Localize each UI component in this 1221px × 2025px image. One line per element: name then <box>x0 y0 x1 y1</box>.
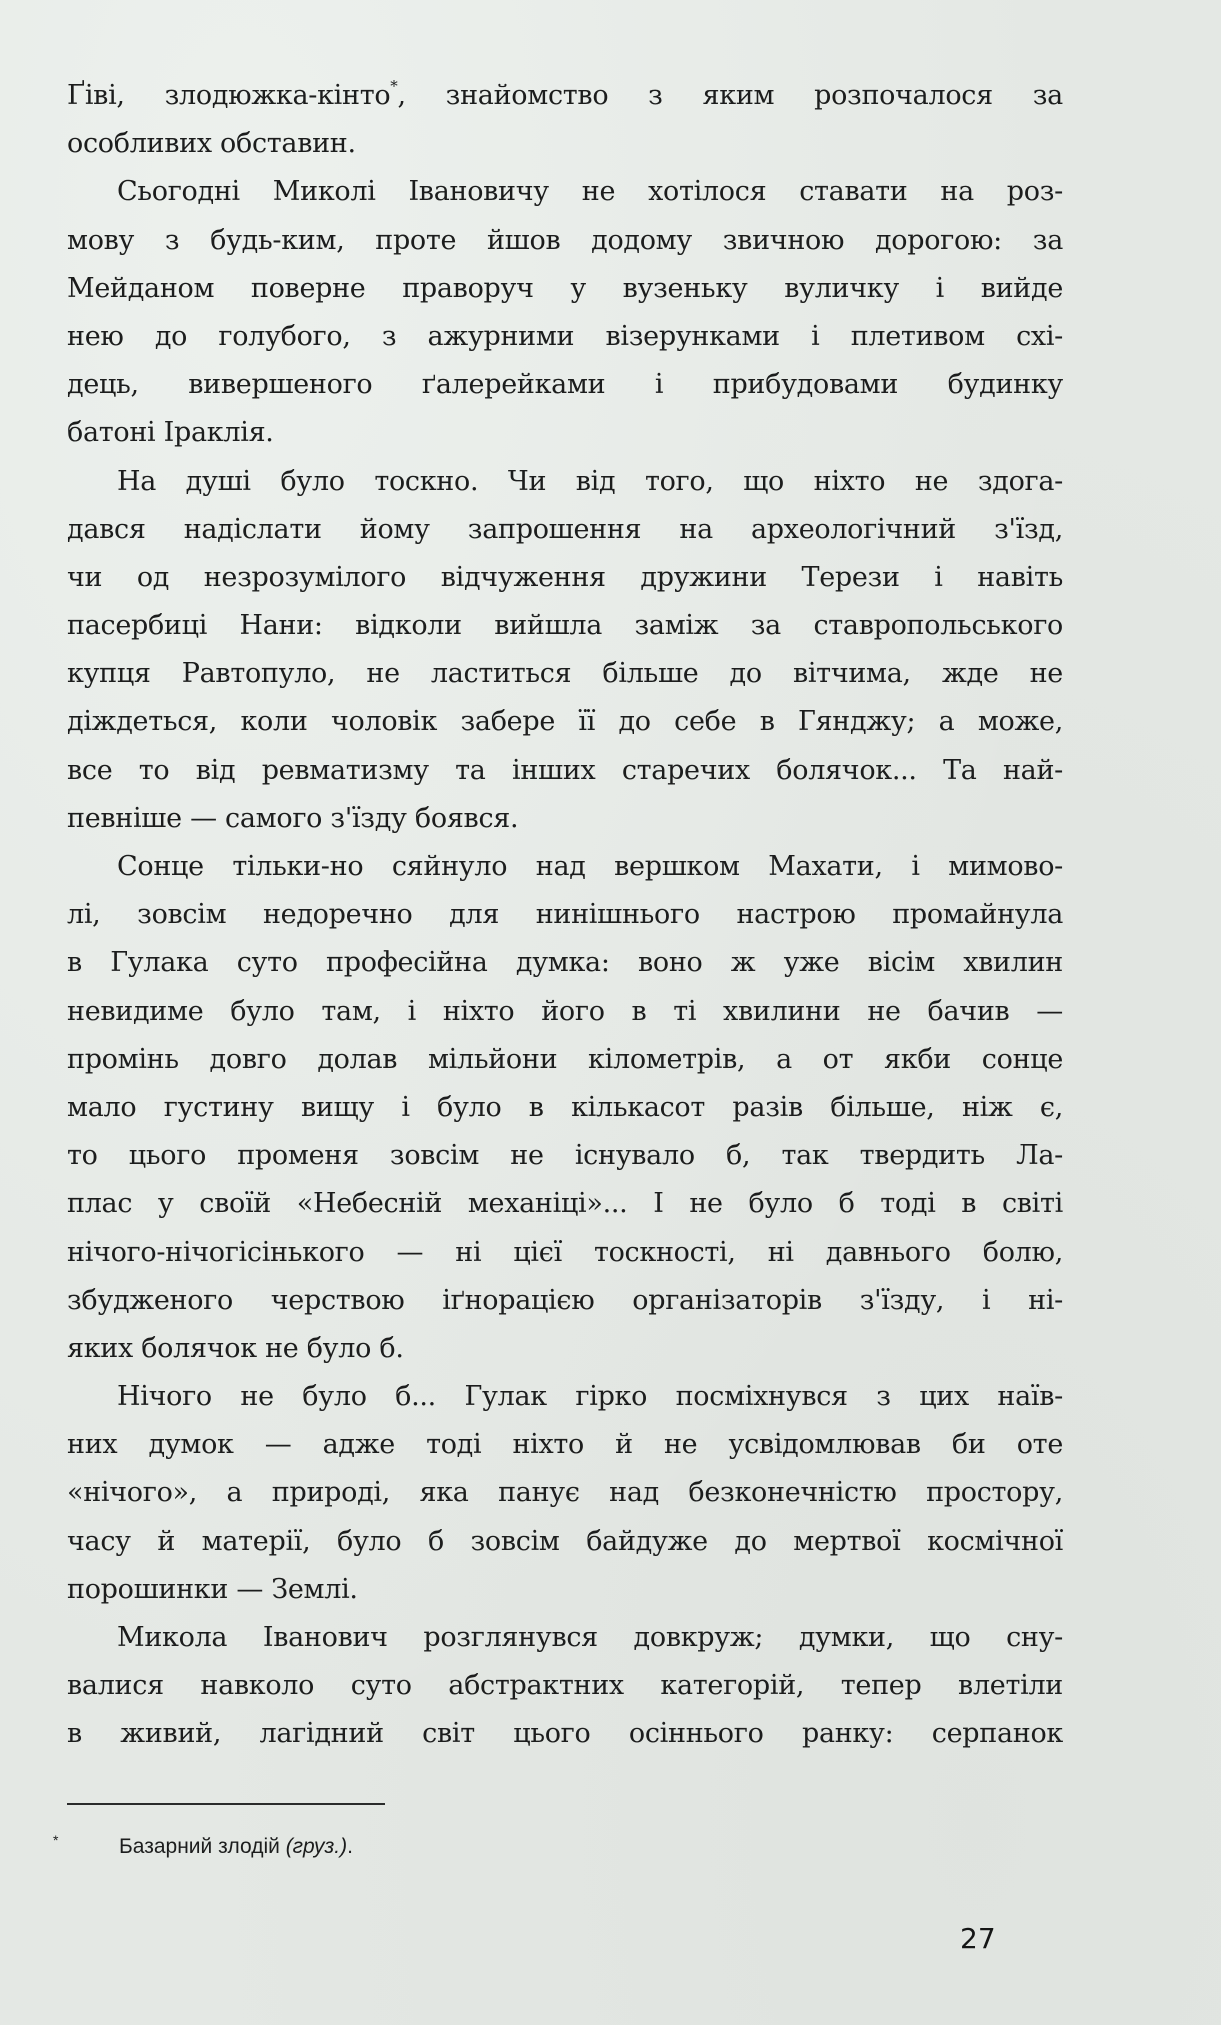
text-line: мову з будь-ким, проте йшов додому звичною дорогою: за <box>67 224 1063 256</box>
text-line: певніше — самого з'їзду боявся. <box>67 802 519 834</box>
text-line: збудженого черствою іґнорацією організаторів з'їзду, і ні- <box>67 1284 1063 1316</box>
paragraph-first-line: На душі було тоскно. Чи від того, що ніхто не здога- <box>117 465 1063 497</box>
footnote-trailing-punctuation: . <box>347 1835 353 1858</box>
text-line: порошинки — Землі. <box>67 1573 358 1605</box>
text-line: дець, вивершеного ґалерейками і прибудовами будинку <box>67 369 1063 401</box>
footnote-separator-rule <box>67 1803 385 1805</box>
text-line: промінь довго долав мільйони кілометрів, а от якби сонце <box>67 1043 1063 1075</box>
paragraph-first-line: Нічого не було б... Гулак гірко посміхнувся з цих наїв- <box>117 1381 1063 1413</box>
text-line: пасербиці Нани: відколи вийшла заміж за ставропольського <box>67 610 1063 642</box>
footnote-language-note: (груз.) <box>285 1835 348 1858</box>
text-line: лі, зовсім недоречно для нинішнього настрою промайнула <box>67 899 1063 931</box>
text-line: нічого-нічогісінького — ні цієї тоскності, ні давнього болю, <box>67 1236 1063 1268</box>
paragraph-first-line: Сьогодні Миколі Івановичу не хотілося ставати на роз- <box>117 176 1063 208</box>
text-line: діждеться, коли чоловік забере її до себе в Гянджу; а може, <box>67 706 1063 738</box>
text-line: нею до голубого, з ажурними візерунками і плетивом схі- <box>67 320 1063 352</box>
text-line: них думок — адже тоді ніхто й не усвідомлював би оте <box>67 1429 1063 1461</box>
footnote <box>53 1826 353 1861</box>
line-text: Ґіві, злодюжка-кінто <box>67 80 391 111</box>
body-text <box>67 72 1063 1759</box>
text-line: «нічого», а природі, яка панує над безконечністю простору, <box>67 1477 1063 1509</box>
text-line: яких болячок не було б. <box>67 1332 404 1364</box>
line-text: , знайомство з яким розпочалося за <box>397 80 1063 111</box>
text-line: валися навколо суто абстрактних категорій, тепер влетіли <box>67 1670 1063 1702</box>
paragraph-first-line: Микола Іванович розглянувся довкруж; думки, що сну- <box>117 1622 1063 1653</box>
text-line: дався надіслати йому запрошення на археологічний з'їзд, <box>67 513 1063 545</box>
text-line: в живий, лагідний світ цього осіннього ранку: серпанок <box>67 1718 1063 1750</box>
text-line: особливих обставин. <box>67 128 356 160</box>
paragraph-first-line: Сонце тільки-но сяйнуло над вершком Махати, і мимово- <box>117 851 1063 882</box>
text-line: батоні Іраклія. <box>67 417 274 449</box>
footnote-reference-marker[interactable]: * <box>390 77 398 95</box>
text-line: мало густину вищу і було в кількасот разів більше, ніж є, <box>67 1091 1063 1123</box>
text-line: то цього променя зовсім не існувало б, так твердить Ла- <box>67 1140 1063 1172</box>
text-line: купця Равтопуло, не ластиться більше до вітчима, жде не <box>67 658 1063 690</box>
text-line: чи од незрозумілого відчуження дружини Терези і навіть <box>67 561 1063 593</box>
text-line <box>67 72 1063 120</box>
footnote-text: Базарний злодій <box>119 1835 286 1858</box>
text-line: в Гулака суто професійна думка: воно ж уже вісім хвилин <box>67 947 1063 979</box>
text-line: плас у своїй «Небесній механіці»... І не було б тоді в світі <box>67 1188 1063 1220</box>
text-line: часу й матерії, було б зовсім байдуже до мертвої космічної <box>67 1525 1063 1557</box>
text-line: Мейданом поверне праворуч у вузеньку вуличку і вийде <box>67 272 1063 304</box>
text-line: все то від ревматизму та інших старечих болячок... Та най- <box>67 754 1063 786</box>
page-number: 27 <box>960 1922 996 1955</box>
footnote-marker: * <box>53 1832 59 1848</box>
text-line: невидиме було там, і ніхто його в ті хвилини не бачив — <box>67 995 1063 1027</box>
